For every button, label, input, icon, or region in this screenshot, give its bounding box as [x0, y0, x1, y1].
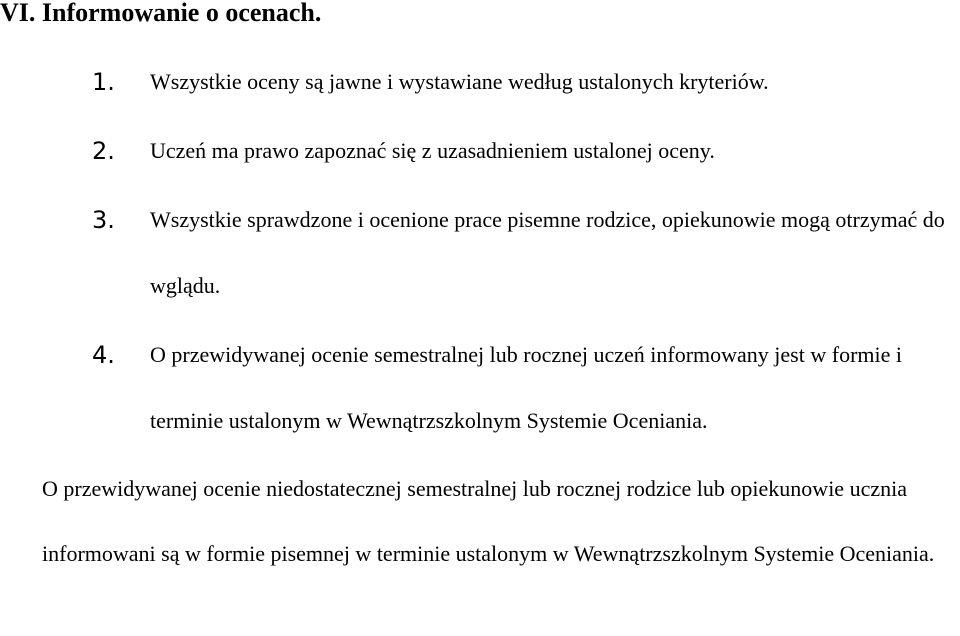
list-item-number: 1.: [92, 68, 115, 96]
body-paragraph: O przewidywanej ocenie niedostatecznej semestralnej lub rocznej rodzice lub opiekunowie ucznia informowani są w formie pisemnej w terminie ustalonym w Wewnątrzszkolnym Systemie Oceniania.: [42, 476, 935, 566]
list-item-text: O przewidywanej ocenie semestralnej lub rocznej uczeń informowany jest w formie i terminie ustalonym w Wewnątrzszkolnym Systemie Oceniania.: [150, 342, 902, 433]
list-item-number: 3.: [92, 206, 115, 234]
list-item-text: Wszystkie sprawdzone i ocenione prace pisemne rodzice, opiekunowie mogą otrzymać do wglądu.: [150, 207, 945, 298]
list-item-number: 4.: [92, 341, 115, 369]
list-item-number: 2.: [92, 137, 115, 165]
section-title: VI. Informowanie o ocenach.: [0, 0, 322, 27]
list-item-text: Uczeń ma prawo zapoznać się z uzasadnieniem ustalonej oceny.: [150, 138, 715, 163]
list-item-text: Wszystkie oceny są jawne i wystawiane według ustalonych kryteriów.: [150, 69, 769, 94]
